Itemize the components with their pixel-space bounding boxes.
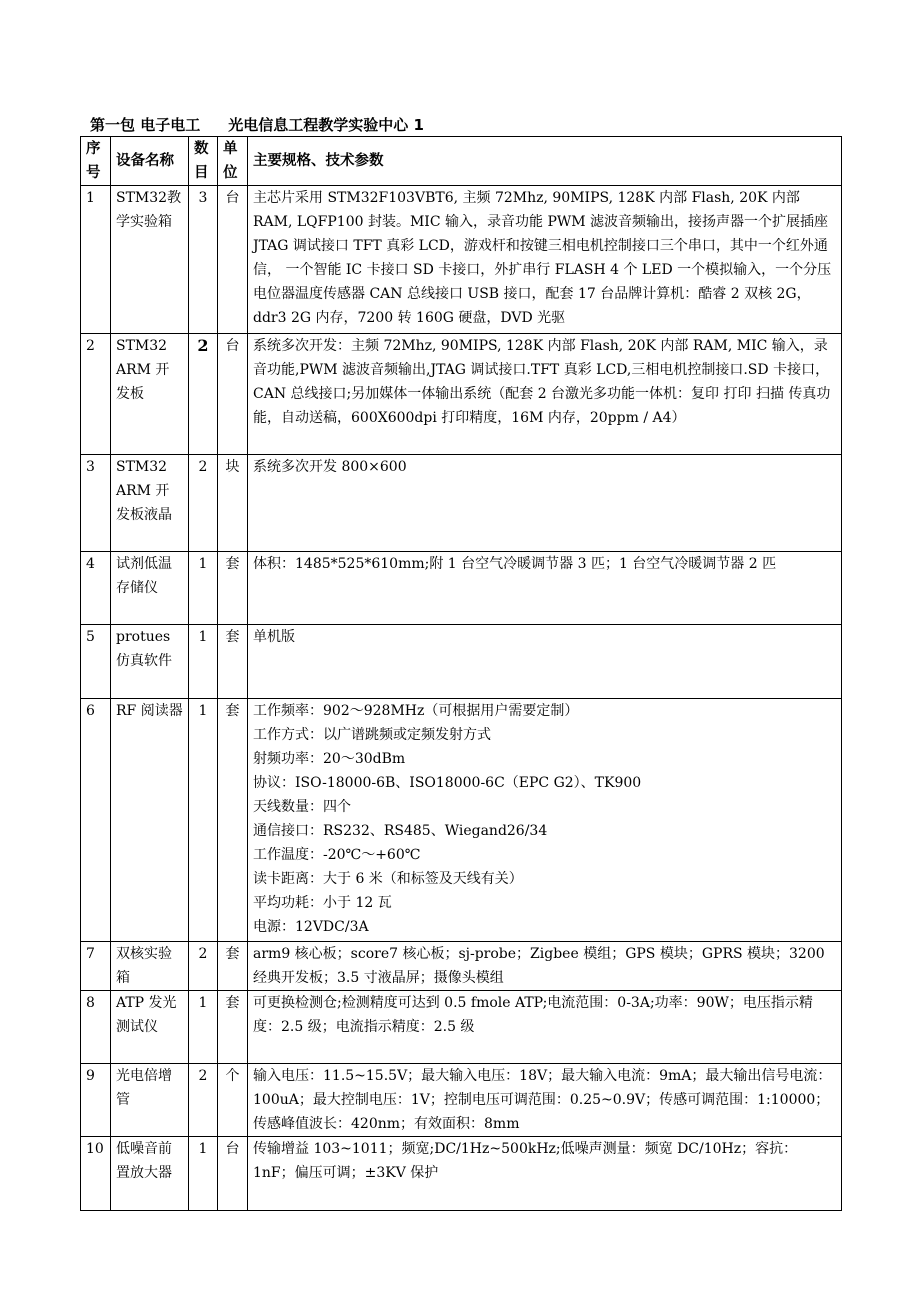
spec-line: 工作方式：以广谱跳频或定频发射方式: [253, 727, 491, 743]
table-row: [81, 455, 842, 552]
row-spec: 单机版: [248, 625, 842, 699]
row-unit: 套: [218, 991, 248, 1064]
row-unit: 台: [218, 334, 248, 455]
row-num: 1: [81, 186, 111, 334]
spec-line: 工作频率：902～928MHz（可根据用户需要定制）: [253, 703, 579, 719]
row-name: 光电倍增管: [111, 1064, 189, 1137]
row-spec: 主芯片采用 STM32F103VBT6, 主频 72Mhz, 90MIPS, 128K 内部 Flash, 20K 内部 RAM, LQFP100 封装。MIC 输入，录音功能 PWM 滤波音频输出，接扬声器一个扩展插座 JTAG 调试接口 TFT 真彩 LCD，游戏杆和按键三相电机控制接口三个串口，其中一个红外通信， 一个智能 IC 卡接口 SD 卡接口，外扩串行 FLASH 4 个 LED 一个模拟输入，一个分压电位器温度传感器 CAN 总线接口 USB 接口，配套 17 台品牌计算机：酷睿 2 双核 2G，ddr3 2G 内存，7200 转 160G 硬盘，DVD 光驱: [248, 186, 842, 334]
equipment-spec-table: [80, 136, 842, 1211]
row-qty: 2: [189, 455, 218, 552]
row-unit: 块: [218, 455, 248, 552]
row-name: STM32 ARM 开发板: [111, 334, 189, 455]
table-row: [81, 699, 842, 942]
row-unit: 套: [218, 699, 248, 942]
row-name: 双核实验箱: [111, 942, 189, 991]
table-row: [81, 334, 842, 455]
title-part-package: 第一包 电子电工: [90, 116, 201, 134]
row-num: 9: [81, 1064, 111, 1137]
row-name: STM32 ARM 开发板液晶: [111, 455, 189, 552]
row-qty: 2: [189, 1064, 218, 1137]
row-qty: 1: [189, 699, 218, 942]
spec-line: 通信接口：RS232、RS485、Wiegand26/34: [253, 823, 548, 839]
row-num: 2: [81, 334, 111, 455]
table-row: [81, 991, 842, 1064]
row-qty: 1: [189, 991, 218, 1064]
table-row: [81, 942, 842, 991]
row-qty: 1: [189, 625, 218, 699]
row-name: 低噪音前置放大器: [111, 1137, 189, 1211]
table-header-row: [81, 137, 842, 186]
spec-line: 工作温度：-20℃～+60℃: [253, 847, 421, 863]
row-spec: 输入电压：11.5~15.5V；最大输入电压：18V；最大输入电流：9mA；最大输出信号电流：100uA；最大控制电压：1V；控制电压可调范围：0.25~0.9V；传感可调范围：1:10000；传感峰值波长：420nm；有效面积：8mm: [248, 1064, 842, 1137]
page-title: [90, 114, 424, 135]
spec-line: 读卡距离：大于 6 米（和标签及天线有关）: [253, 871, 523, 887]
row-num: 4: [81, 552, 111, 625]
row-spec: 体积：1485*525*610mm;附 1 台空气冷暖调节器 3 匹；1 台空气冷暖调节器 2 匹: [248, 552, 842, 625]
header-name: 设备名称: [111, 137, 189, 186]
header-spec: 主要规格、技术参数: [248, 137, 842, 186]
spec-line: 电源：12VDC/3A: [253, 919, 369, 935]
table-row: [81, 1137, 842, 1211]
row-num: 7: [81, 942, 111, 991]
row-qty: 3: [189, 186, 218, 334]
row-unit: 个: [218, 1064, 248, 1137]
row-unit: 台: [218, 186, 248, 334]
header-num: 序号: [81, 137, 111, 186]
row-num: 8: [81, 991, 111, 1064]
table-row: [81, 1064, 842, 1137]
row-num: 10: [81, 1137, 111, 1211]
row-qty: 1: [189, 1137, 218, 1211]
row-qty: 2: [189, 942, 218, 991]
row-unit: 套: [218, 942, 248, 991]
row-spec: 系统多次开发 800×600: [248, 455, 842, 552]
row-name: protues 仿真软件: [111, 625, 189, 699]
table-row: [81, 552, 842, 625]
header-unit: 单位: [218, 137, 248, 186]
row-qty: 2: [189, 334, 218, 455]
row-spec: arm9 核心板；score7 核心板；sj-probe；Zigbee 模组；GPS 模块；GPRS 模块；3200 经典开发板；3.5 寸液晶屏；摄像头模组: [248, 942, 842, 991]
row-unit: 套: [218, 625, 248, 699]
row-name: ATP 发光测试仪: [111, 991, 189, 1064]
row-name: RF 阅读器: [111, 699, 189, 942]
table-row: [81, 625, 842, 699]
row-spec: 可更换检测仓;检测精度可达到 0.5 fmole ATP;电流范围：0-3A;功率：90W；电压指示精度：2.5 级；电流指示精度：2.5 级: [248, 991, 842, 1064]
row-num: 3: [81, 455, 111, 552]
table-row: [81, 186, 842, 334]
spec-line: 天线数量：四个: [253, 799, 351, 815]
row-name: 试剂低温存储仪: [111, 552, 189, 625]
row-qty: 1: [189, 552, 218, 625]
row-spec: [248, 699, 842, 942]
row-unit: 台: [218, 1137, 248, 1211]
row-name: STM32教学实验箱: [111, 186, 189, 334]
spec-line: 协议：ISO-18000-6B、ISO18000-6C（EPC G2）、TK900: [253, 775, 642, 791]
row-num: 6: [81, 699, 111, 942]
spec-line: 平均功耗：小于 12 瓦: [253, 895, 392, 911]
header-qty: 数目: [189, 137, 218, 186]
title-part-center: 光电信息工程教学实验中心 1: [228, 116, 424, 134]
spec-line: 射频功率：20～30dBm: [253, 751, 406, 767]
row-spec: 传输增益 103~1011；频宽;DC/1Hz~500kHz;低噪声测量：频宽 DC/10Hz；容抗：1nF；偏压可调；±3KV 保护: [248, 1137, 842, 1211]
row-unit: 套: [218, 552, 248, 625]
row-num: 5: [81, 625, 111, 699]
row-spec: 系统多次开发：主频 72Mhz, 90MIPS, 128K 内部 Flash, 20K 内部 RAM, MIC 输入，录音功能,PWM 滤波音频输出,JTAG 调试接口.TFT 真彩 LCD,三相电机控制接口.SD 卡接口，CAN 总线接口;另加媒体一体输出系统（配套 2 台激光多功能一体机：复印 打印 扫描 传真功能，自动送稿，600X600dpi 打印精度，16M 内存，20ppm / A4）: [248, 334, 842, 455]
